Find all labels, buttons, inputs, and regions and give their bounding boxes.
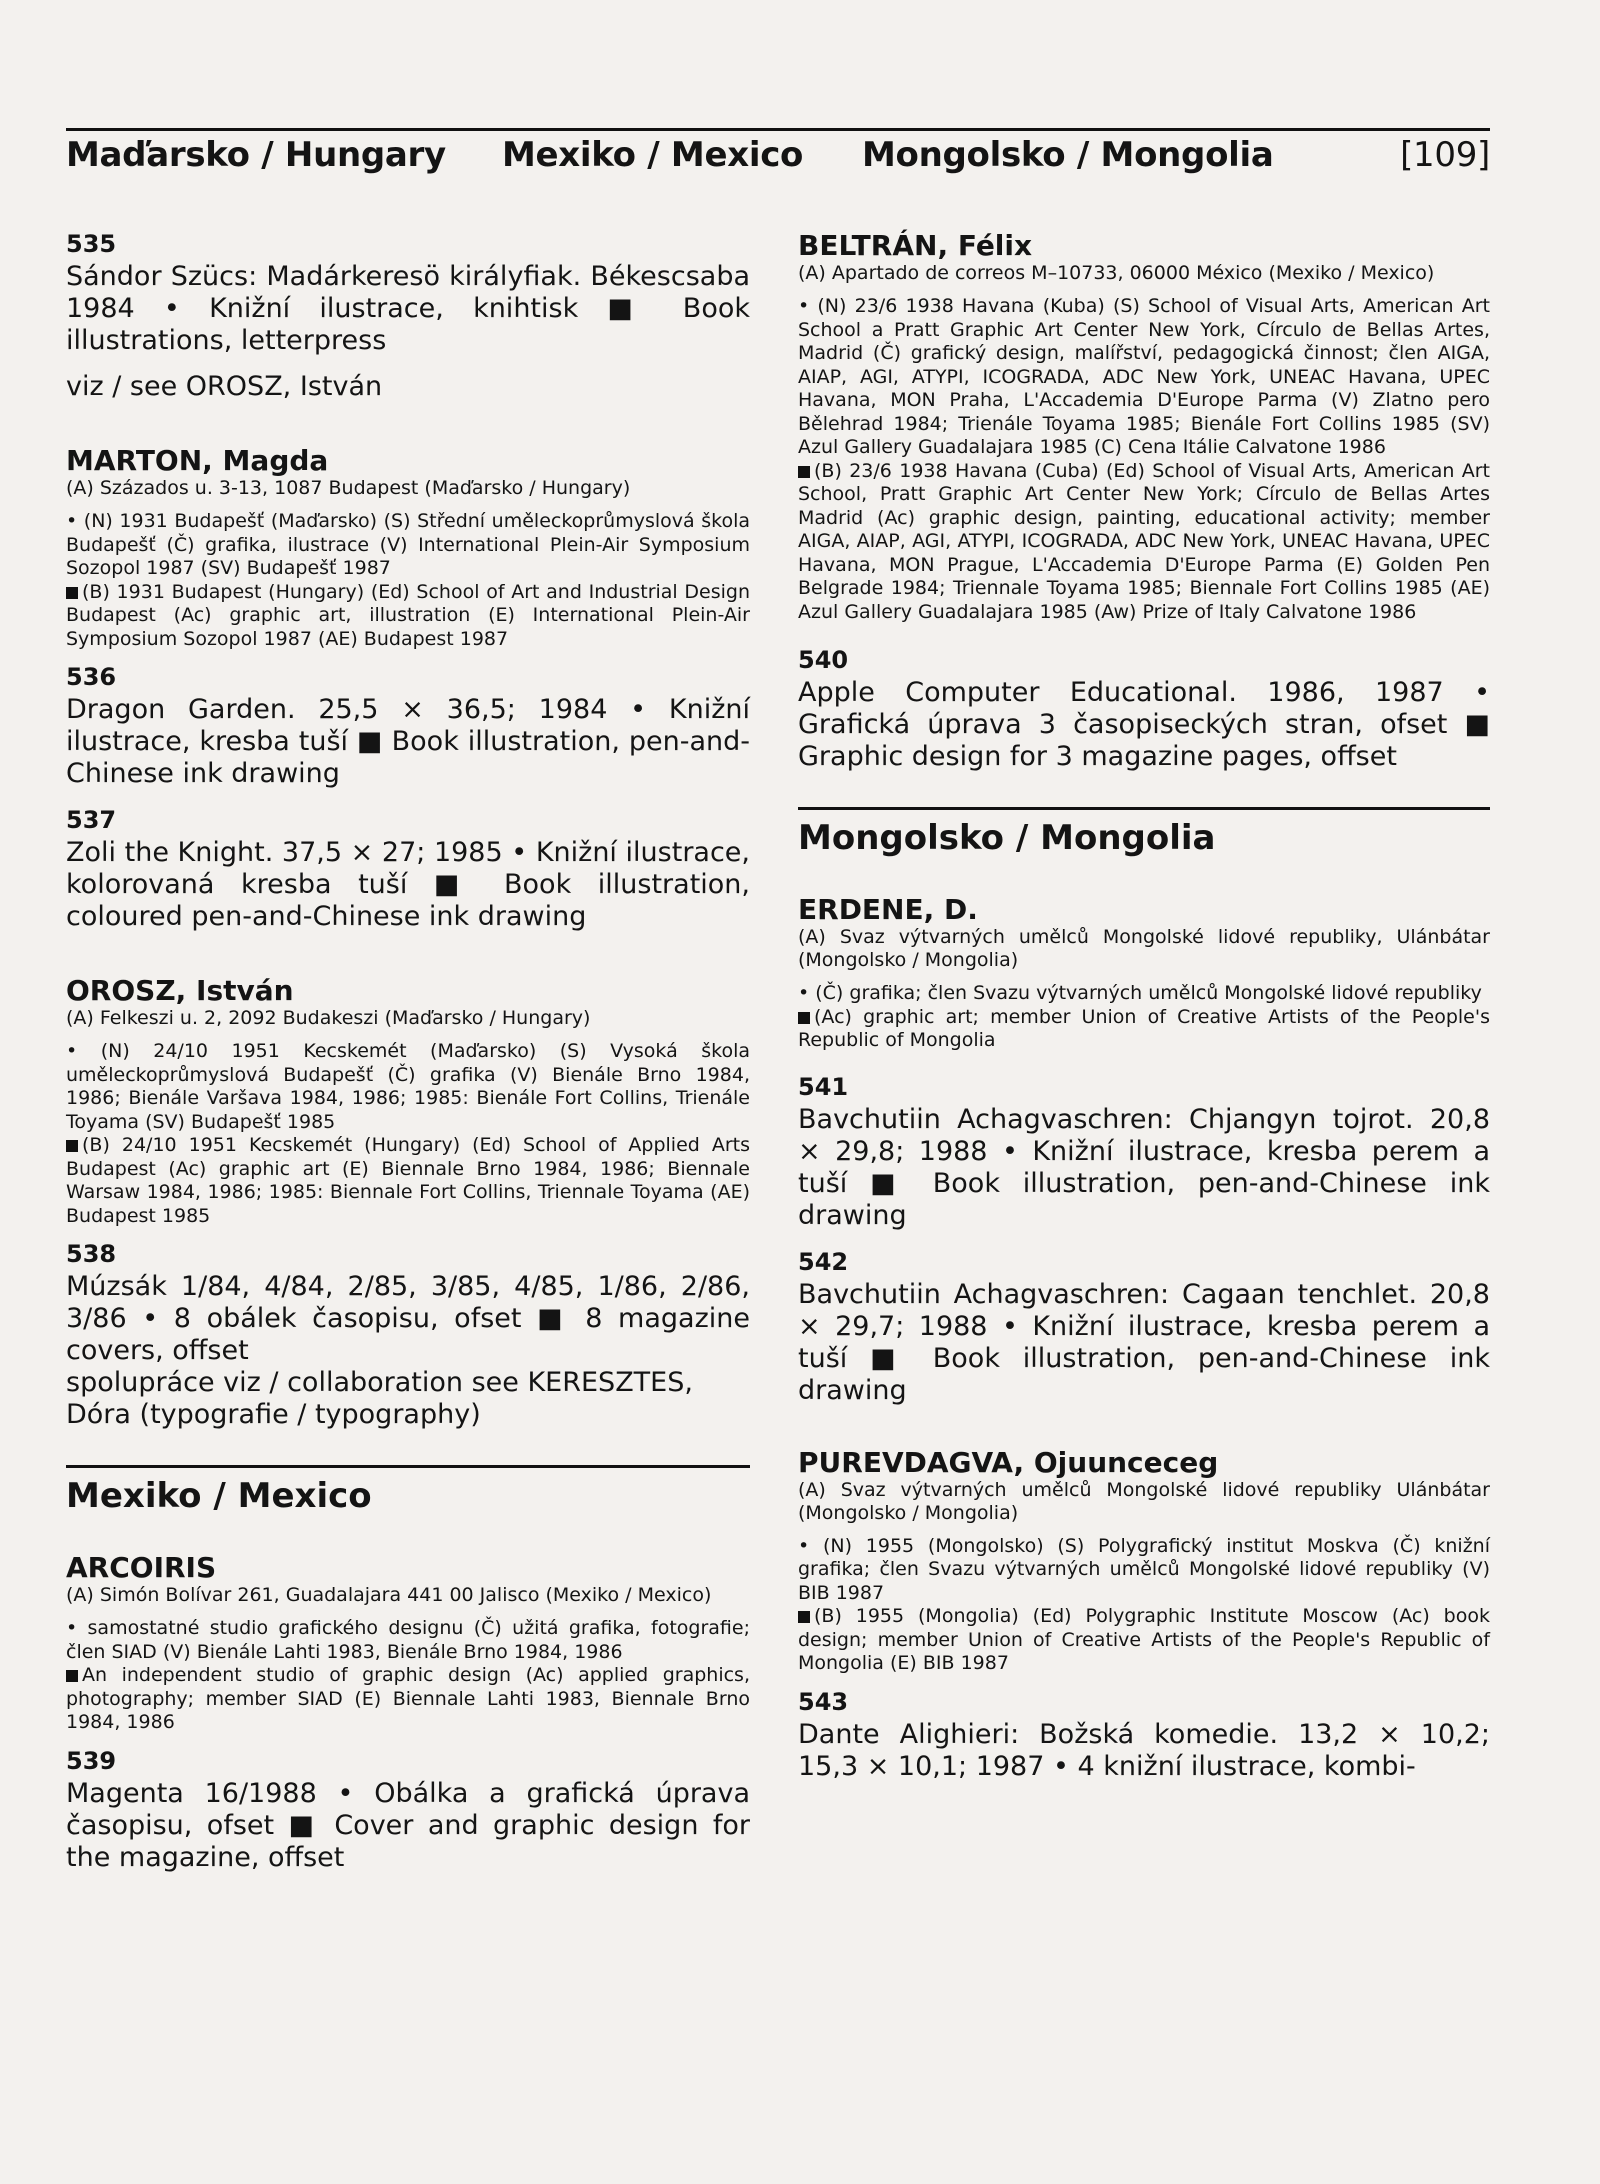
- work-entry: Sándor Szücs: Madárkeresö királyfiak. Békescsaba 1984 • Knižní ilustrace, knihtisk ■ Book illustrations, letterpress: [66, 261, 750, 356]
- section-heading: Mexiko / Mexico: [66, 1476, 372, 1516]
- artist-bio-czech: • (N) 24/10 1951 Kecskemét (Maďarsko) (S) Vysoká škola uměleckoprůmyslová Budapešť (Č) grafika (V) Bienále Brno 1984, 1986; Bienále Varšava 1984, 1986; 1985: Bienále Fort Collins, Trienále Toyama (SV) Budapešť 1985: [66, 1040, 750, 1133]
- artist-address: (A) Svaz výtvarných umělců Mongolské lidové republiky, Ulánbátar (Mongolsko / Mongolia): [798, 926, 1490, 971]
- header-mongolia: Mongolsko / Mongolia: [862, 135, 1274, 175]
- english-marker-icon: [66, 1140, 78, 1152]
- work-entry: Dragon Garden. 25,5 × 36,5; 1984 • Knižní ilustrace, kresba tuší ■ Book illustration, pen-and-Chinese ink drawing: [66, 694, 750, 789]
- artist-name: ERDENE, D.: [798, 893, 978, 926]
- artist-address: (A) Százados u. 3-13, 1087 Budapest (Maďarsko / Hungary): [66, 477, 631, 499]
- work-number: 537: [66, 806, 117, 834]
- running-header: [66, 128, 1490, 183]
- cross-reference: viz / see OROSZ, István: [66, 371, 383, 402]
- work-number: 535: [66, 230, 117, 258]
- artist-address: (A) Simón Bolívar 261, Guadalajara 441 00 Jalisco (Mexiko / Mexico): [66, 1584, 712, 1606]
- artist-bio-czech: • (N) 1955 (Mongolsko) (S) Polygrafický institut Moskva (Č) knižní grafika; člen Svazu výtvarných umělců Mongolské lidové republiky (V) BIB 1987: [798, 1534, 1490, 1604]
- artist-bio-czech: • samostatné studio grafického designu (Č) užitá grafika, fotografie; člen SIAD (V) Bienále Lahti 1983, Bienále Brno 1984, 1986: [66, 1617, 750, 1663]
- collaboration-note: spolupráce viz / collaboration see KERESZTES, Dóra (typografie / typography): [66, 1367, 693, 1430]
- work-number: 536: [66, 663, 117, 691]
- artist-name: MARTON, Magda: [66, 444, 329, 477]
- artist-bio-czech: • (N) 1931 Budapešť (Maďarsko) (S) Střední uměleckoprůmyslová škola Budapešť (Č) grafika, ilustrace (V) International Plein-Air Symposium Sozopol 1987 (SV) Budapešť 1987: [66, 510, 750, 579]
- work-entry: Dante Alighieri: Božská komedie. 13,2 × 10,2; 15,3 × 10,1; 1987 • 4 knižní ilustrace, kombi-: [798, 1718, 1490, 1782]
- work-number: 541: [798, 1072, 849, 1101]
- artist-bio-english: (B) 1931 Budapest (Hungary) (Ed) School of Art and Industrial Design Budapest (Ac) graphic art, illustration (E) International Plein-Air Symposium Sozopol 1987 (AE) Budapest 1987: [66, 580, 750, 650]
- english-marker-icon: [798, 466, 810, 478]
- left-column: [66, 230, 750, 1890]
- artist-bio-english: (B) 24/10 1951 Kecskemét (Hungary) (Ed) School of Applied Arts Budapest (Ac) graphic art (E) Biennale Brno 1984, 1986; Biennale Warsaw 1984, 1986; 1985: Biennale Fort Collins, Triennale Toyama (AE) Budapest 1985: [66, 1134, 750, 1227]
- work-entry: Bavchutiin Achagvaschren: Chjangyn tojrot. 20,8 × 29,8; 1988 • Knižní ilustrace, kresba perem a tuší ■ Book illustration, pen-and-Chinese ink drawing: [798, 1103, 1490, 1231]
- artist-bio-english: (Ac) graphic art; member Union of Creative Artists of the People's Republic of Mongolia: [798, 1005, 1490, 1051]
- artist-bio-english: An independent studio of graphic design (Ac) applied graphics, photography; member SIAD (E) Biennale Lahti 1983, Biennale Brno 1984, 1986: [66, 1664, 750, 1733]
- artist-address: (A) Svaz výtvarných umělců Mongolské lidové republiky Ulánbátar (Mongolsko / Mongolia): [798, 1478, 1490, 1524]
- work-number: 543: [798, 1687, 849, 1716]
- work-entry: Zoli the Knight. 37,5 × 27; 1985 • Knižní ilustrace, kolorovaná kresba tuší ■ Book illustration, coloured pen-and-Chinese ink drawing: [66, 837, 750, 932]
- work-number: 540: [798, 646, 849, 674]
- english-marker-icon: [798, 1611, 810, 1623]
- right-column: [798, 230, 1490, 1799]
- artist-bio-czech: • (N) 23/6 1938 Havana (Kuba) (S) School of Visual Arts, American Art School a Pratt Graphic Art Center New York, Círculo de Bellas Artes, Madrid (Č) grafický design, malířství, pedagogická činnost; člen AIGA, AIAP, AGI, ATYPI, ICOGRADA, ADC New York, UNEAC Havana, UPEC Havana, MON Praha, L'Accademia D'Europe Parma (V) Zlatno pero Bělehrad 1984; Trienále Toyama 1985; Bienále Fort Collins 1985 (SV) Azul Gallery Guadalajara 1985 (C) Cena Itálie Calvatone 1986: [798, 295, 1490, 458]
- header-hungary: Maďarsko / Hungary: [66, 135, 446, 175]
- country-section-mexico: [66, 1465, 750, 1516]
- artist-bio-czech: • (Č) grafika; člen Svazu výtvarných umělců Mongolské lidové republiky: [798, 982, 1482, 1004]
- work-number: 539: [66, 1746, 117, 1775]
- artist-address: (A) Apartado de correos M–10733, 06000 México (Mexiko / Mexico): [798, 262, 1435, 284]
- work-number: 542: [798, 1247, 849, 1276]
- section-heading: Mongolsko / Mongolia: [798, 818, 1216, 858]
- artist-name: PUREVDAGVA, Ojuunceceg: [798, 1445, 1219, 1479]
- page-number: [109]: [1400, 135, 1490, 175]
- header-mexico: Mexiko / Mexico: [502, 135, 804, 175]
- artist-address: (A) Felkeszi u. 2, 2092 Budakeszi (Maďarsko / Hungary): [66, 1007, 591, 1029]
- english-marker-icon: [66, 1670, 78, 1682]
- artist-bio-english: (B) 1955 (Mongolia) (Ed) Polygraphic Institute Moscow (Ac) book design; member Union of Creative Artists of the People's Republic of Mongolia (E) BIB 1987: [798, 1605, 1490, 1674]
- artist-name: ARCOIRIS: [66, 1551, 217, 1584]
- work-entry: Magenta 16/1988 • Obálka a grafická úprava časopisu, ofset ■ Cover and graphic design for the magazine, offset: [66, 1777, 750, 1873]
- work-entry: Bavchutiin Achagvaschren: Cagaan tenchlet. 20,8 × 29,7; 1988 • Knižní ilustrace, kresba perem a tuší ■ Book illustration, pen-and-Chinese ink drawing: [798, 1278, 1490, 1406]
- english-marker-icon: [798, 1012, 810, 1024]
- work-entry: Apple Computer Educational. 1986, 1987 • Grafická úprava 3 časopiseckých stran, ofset ■ Graphic design for 3 magazine pages, offset: [798, 677, 1490, 772]
- artist-name: BELTRÁN, Félix: [798, 229, 1033, 262]
- artist-name: OROSZ, István: [66, 974, 294, 1007]
- english-marker-icon: [66, 587, 78, 599]
- artist-bio-english: (B) 23/6 1938 Havana (Cuba) (Ed) School of Visual Arts, American Art School, Pratt Graphic Art Center New York; Círculo de Bellas Artes Madrid (Ac) graphic design, painting, educational activity; member AIGA, AIAP, AGI, ATYPI, ICOGRADA, ADC New York, UNEAC Havana, UPEC Havana, MON Prague, L'Accademia D'Europe Parma (E) Golden Pen Belgrade 1984; Triennale Toyama 1985; Biennale Fort Collins 1985 (AE) Azul Gallery Guadalajara 1985 (Aw) Prize of Italy Calvatone 1986: [798, 459, 1490, 623]
- work-entry: Múzsák 1/84, 4/84, 2/85, 3/85, 4/85, 1/86, 2/86, 3/86 • 8 obálek časopisu, ofset ■ 8 magazine covers, offset: [66, 1271, 750, 1366]
- work-number: 538: [66, 1240, 117, 1268]
- country-section-mongolia: [798, 807, 1490, 858]
